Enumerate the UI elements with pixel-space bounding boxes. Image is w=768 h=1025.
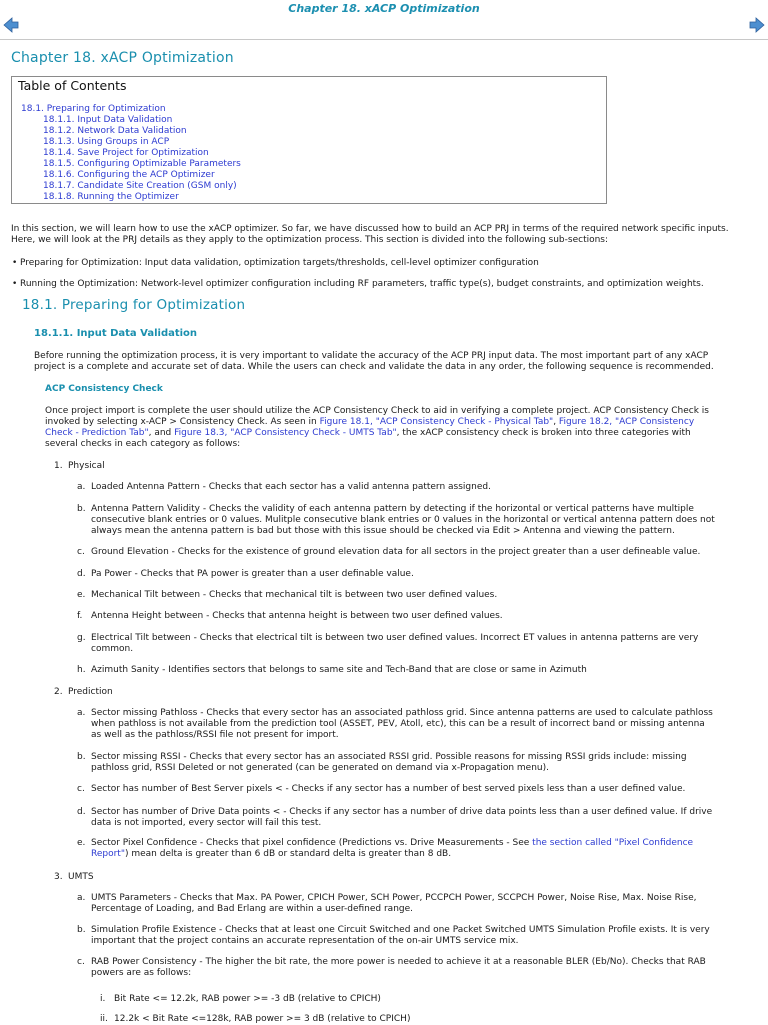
umts-item bbox=[77, 925, 731, 947]
physical-item bbox=[77, 504, 731, 537]
item-line: Ground Elevation - Checks for the existence of ground elevation data for all sectors in the project greater than a user defineable value. bbox=[91, 547, 701, 557]
subsection-title: 18.1.1. Input Data Validation bbox=[34, 328, 198, 339]
intro-bullet: • Running the Optimization: Network-level optimizer configuration including RF parameters, traffic type(s), budget constraints, and optimization weights. bbox=[20, 279, 760, 290]
item-line: Pa Power - Checks that PA power is greater than a user definable value. bbox=[91, 569, 414, 579]
text-span: , and bbox=[148, 428, 175, 438]
intro-bullet: • Preparing for Optimization: Input data validation, optimization targets/thresholds, cell-level optimizer configuration bbox=[20, 258, 760, 269]
consistency-check-title: ACP Consistency Check bbox=[45, 384, 163, 394]
toc-link-18-1-1[interactable]: 18.1.1. Input Data Validation bbox=[43, 115, 173, 125]
item-line bbox=[91, 838, 731, 849]
prediction-item bbox=[77, 784, 731, 795]
navigation-header bbox=[0, 0, 768, 40]
item-line: important that the project contains an accurate representation of the on-air UMTS service mix. bbox=[91, 936, 519, 946]
header-title: Chapter 18. xACP Optimization bbox=[288, 2, 480, 15]
prediction-item bbox=[77, 807, 731, 829]
list-marker: 3. bbox=[54, 872, 63, 882]
item-line: common. bbox=[91, 644, 134, 654]
physical-item bbox=[77, 633, 731, 655]
item-line: Mechanical Tilt between - Checks that mechanical tilt is between two user defined values. bbox=[91, 590, 498, 600]
item-line: pathloss grid, RSSI Deleted or not generated (can be generated on demand via x-Propagation menu). bbox=[91, 763, 549, 773]
intro-line: Here, we will look at the PRJ details as they apply to the optimization process. This section is divided into the following sub-sections: bbox=[11, 235, 609, 245]
item-line: when pathloss is not available from the prediction tool (ASSET, PEV, Atoll, etc), this can be a result of incorrect band or missing antenna bbox=[91, 719, 705, 729]
paragraph-line bbox=[45, 417, 725, 428]
text-span: invoked by selecting x-ACP > Consistency Check. As seen in bbox=[45, 417, 320, 427]
physical-item bbox=[77, 590, 731, 601]
figure-18-3-link[interactable]: Figure 18.3, "ACP Consistency Check - UMTS Tab" bbox=[174, 428, 397, 438]
prediction-item bbox=[77, 752, 731, 774]
toc-link-18-1-6[interactable]: 18.1.6. Configuring the ACP Optimizer bbox=[43, 170, 215, 180]
list-marker: b. bbox=[77, 752, 86, 762]
item-line: Antenna Height between - Checks that antenna height is between two user defined values. bbox=[91, 611, 503, 621]
intro-paragraph bbox=[11, 224, 759, 246]
figure-18-1-link[interactable]: Figure 18.1, "ACP Consistency Check - Physical Tab" bbox=[319, 417, 554, 427]
item-line: Azimuth Sanity - Identifies sectors that belongs to same site and Tech-Band that are close or same in Azimuth bbox=[91, 665, 587, 675]
category-prediction bbox=[54, 687, 113, 698]
list-marker: c. bbox=[77, 957, 85, 967]
item-line: UMTS Parameters - Checks that Max. PA Power, CPICH Power, SCH Power, PCCPCH Power, SCCPCH Power, Noise Rise, Max. Noise Rise, bbox=[91, 893, 697, 903]
prediction-item bbox=[77, 838, 731, 860]
item-line: Electrical Tilt between - Checks that electrical tilt is between two user defined values. Incorrect ET values in antenna patterns are very bbox=[91, 633, 699, 643]
section-title: 18.1. Preparing for Optimization bbox=[22, 297, 246, 313]
physical-item bbox=[77, 665, 731, 676]
figure-18-2-link[interactable]: Check - Prediction Tab" bbox=[45, 428, 149, 438]
list-marker: e. bbox=[77, 590, 86, 600]
text-span: , the xACP consistency check is broken into three categories with bbox=[396, 428, 691, 438]
category-physical bbox=[54, 461, 105, 472]
header-divider bbox=[0, 39, 768, 40]
umts-item bbox=[77, 893, 731, 915]
toc-link-18-1-5[interactable]: 18.1.5. Configuring Optimizable Parameters bbox=[43, 159, 241, 169]
item-line: Sector has number of Best Server pixels < - Checks if any sector has a number of best served pixels less than a user defined value. bbox=[91, 784, 686, 794]
physical-item bbox=[77, 569, 731, 580]
item-line: consecutive blank entries or 0 values. Mulitple consecutive blank entries or 0 values in the horizontal or vertical antenna pattern does not bbox=[91, 515, 715, 525]
item-line: powers are as follows: bbox=[91, 968, 192, 978]
consistency-check-paragraph bbox=[45, 406, 725, 450]
list-marker: d. bbox=[77, 569, 86, 579]
list-marker: a. bbox=[77, 482, 86, 492]
toc-link-18-1-8[interactable]: 18.1.8. Running the Optimizer bbox=[43, 192, 179, 202]
item-line bbox=[91, 849, 731, 860]
intro-line: In this section, we will learn how to use the xACP optimizer. So far, we have discussed how to build an ACP PRJ in terms of the required network specific inputs. bbox=[11, 224, 729, 234]
text-span: , bbox=[553, 417, 559, 427]
toc-link-18-1-2[interactable]: 18.1.2. Network Data Validation bbox=[43, 126, 187, 136]
pixel-confidence-report-link[interactable]: Report" bbox=[91, 849, 125, 859]
item-line: 12.2k < Bit Rate <=128k, RAB power >= 3 dB (relative to CPICH) bbox=[114, 1014, 411, 1024]
physical-item bbox=[77, 482, 731, 493]
item-line: Antenna Pattern Validity - Checks the validity of each antenna pattern by detecting if the horizontal or vertical patterns have multiple bbox=[91, 504, 694, 514]
item-line: always mean the antenna pattern is bad but those with this issue should be checked via Edit > Antenna and viewing the pattern. bbox=[91, 526, 675, 536]
item-line: Sector has number of Drive Data points < - Checks if any sector has a number of drive data points less than a user defined value. If drive bbox=[91, 807, 713, 817]
list-marker: b. bbox=[77, 504, 86, 514]
toc-link-18-1-4[interactable]: 18.1.4. Save Project for Optimization bbox=[43, 148, 209, 158]
toc-link-18-1[interactable]: 18.1. Preparing for Optimization bbox=[21, 104, 166, 114]
toc-link-18-1-3[interactable]: 18.1.3. Using Groups in ACP bbox=[43, 137, 170, 147]
paragraph-line: project is a complete and accurate set of data. While the users can check and validate the data in any order, the following sequence is recommended. bbox=[34, 362, 714, 372]
list-marker: a. bbox=[77, 708, 86, 718]
item-line: RAB Power Consistency - The higher the bit rate, the more power is needed to achieve it at a reasonable BLER (Eb/No). Checks that RAB bbox=[91, 957, 706, 967]
list-marker: c. bbox=[77, 547, 85, 557]
list-marker: d. bbox=[77, 807, 86, 817]
item-line: Loaded Antenna Pattern - Checks that each sector has a valid antenna pattern assigned. bbox=[91, 482, 491, 492]
rab-item bbox=[100, 994, 714, 1005]
previous-page-arrow-icon[interactable] bbox=[2, 16, 20, 34]
toc-title: Table of Contents bbox=[18, 78, 127, 93]
list-marker: f. bbox=[77, 611, 83, 621]
toc-link-18-1-7[interactable]: 18.1.7. Candidate Site Creation (GSM only) bbox=[43, 181, 237, 191]
umts-item bbox=[77, 957, 731, 979]
item-line: Bit Rate <= 12.2k, RAB power >= -3 dB (relative to CPICH) bbox=[114, 994, 381, 1004]
next-page-arrow-icon[interactable] bbox=[748, 16, 766, 34]
paragraph-line: Before running the optimization process, it is very important to validate the accuracy of the ACP PRJ input data. The most important part of any xACP bbox=[34, 351, 709, 361]
category-umts bbox=[54, 872, 94, 883]
table-of-contents bbox=[11, 76, 607, 204]
list-marker: e. bbox=[77, 838, 86, 848]
paragraph-line: several checks in each category as follows: bbox=[45, 439, 241, 449]
item-line: Simulation Profile Existence - Checks that at least one Circuit Switched and one Packet Switched UMTS Simulation Profile exists. It is very bbox=[91, 925, 710, 935]
text-span: Sector Pixel Confidence - Checks that pixel confidence (Predictions vs. Drive Measurements - See bbox=[91, 838, 533, 848]
list-marker: a. bbox=[77, 893, 86, 903]
item-line: as well as the pathloss/RSSI file not present for import. bbox=[91, 730, 339, 740]
list-marker: c. bbox=[77, 784, 85, 794]
toc-list bbox=[21, 104, 241, 203]
item-line: Sector missing RSSI - Checks that every sector has an associated RSSI grid. Possible reasons for missing RSSI grids include: missing bbox=[91, 752, 687, 762]
rab-item bbox=[100, 1014, 714, 1025]
list-marker: b. bbox=[77, 925, 86, 935]
category-label: UMTS bbox=[68, 872, 94, 882]
list-marker: 1. bbox=[54, 461, 63, 471]
validation-paragraph bbox=[34, 351, 724, 373]
list-marker: 2. bbox=[54, 687, 63, 697]
physical-item bbox=[77, 547, 731, 558]
list-marker: g. bbox=[77, 633, 86, 643]
item-line: Percentage of Loading, and Bad Erlang are within a user-defined range. bbox=[91, 904, 414, 914]
item-line: Sector missing Pathloss - Checks that every sector has an associated pathloss grid. Since antenna patterns are used to calculate pathloss bbox=[91, 708, 713, 718]
pixel-confidence-report-link[interactable]: the section called "Pixel Confidence bbox=[532, 838, 694, 848]
category-label: Prediction bbox=[68, 687, 113, 697]
text-span: ) mean delta is greater than 6 dB or standard delta is greater than 8 dB. bbox=[124, 849, 452, 859]
item-line: data is not imported, every sector will fail this test. bbox=[91, 818, 322, 828]
prediction-item bbox=[77, 708, 731, 741]
figure-18-2-link[interactable]: Figure 18.2, "ACP Consistency bbox=[558, 417, 695, 427]
chapter-title: Chapter 18. xACP Optimization bbox=[11, 50, 234, 66]
list-marker: ii. bbox=[100, 1014, 108, 1024]
paragraph-line: Once project import is complete the user should utilize the ACP Consistency Check to aid in verifying a complete project. ACP Consistency Check is bbox=[45, 406, 709, 416]
paragraph-line bbox=[45, 428, 725, 439]
physical-item bbox=[77, 611, 731, 622]
list-marker: h. bbox=[77, 665, 86, 675]
category-label: Physical bbox=[68, 461, 105, 471]
list-marker: i. bbox=[100, 994, 106, 1004]
